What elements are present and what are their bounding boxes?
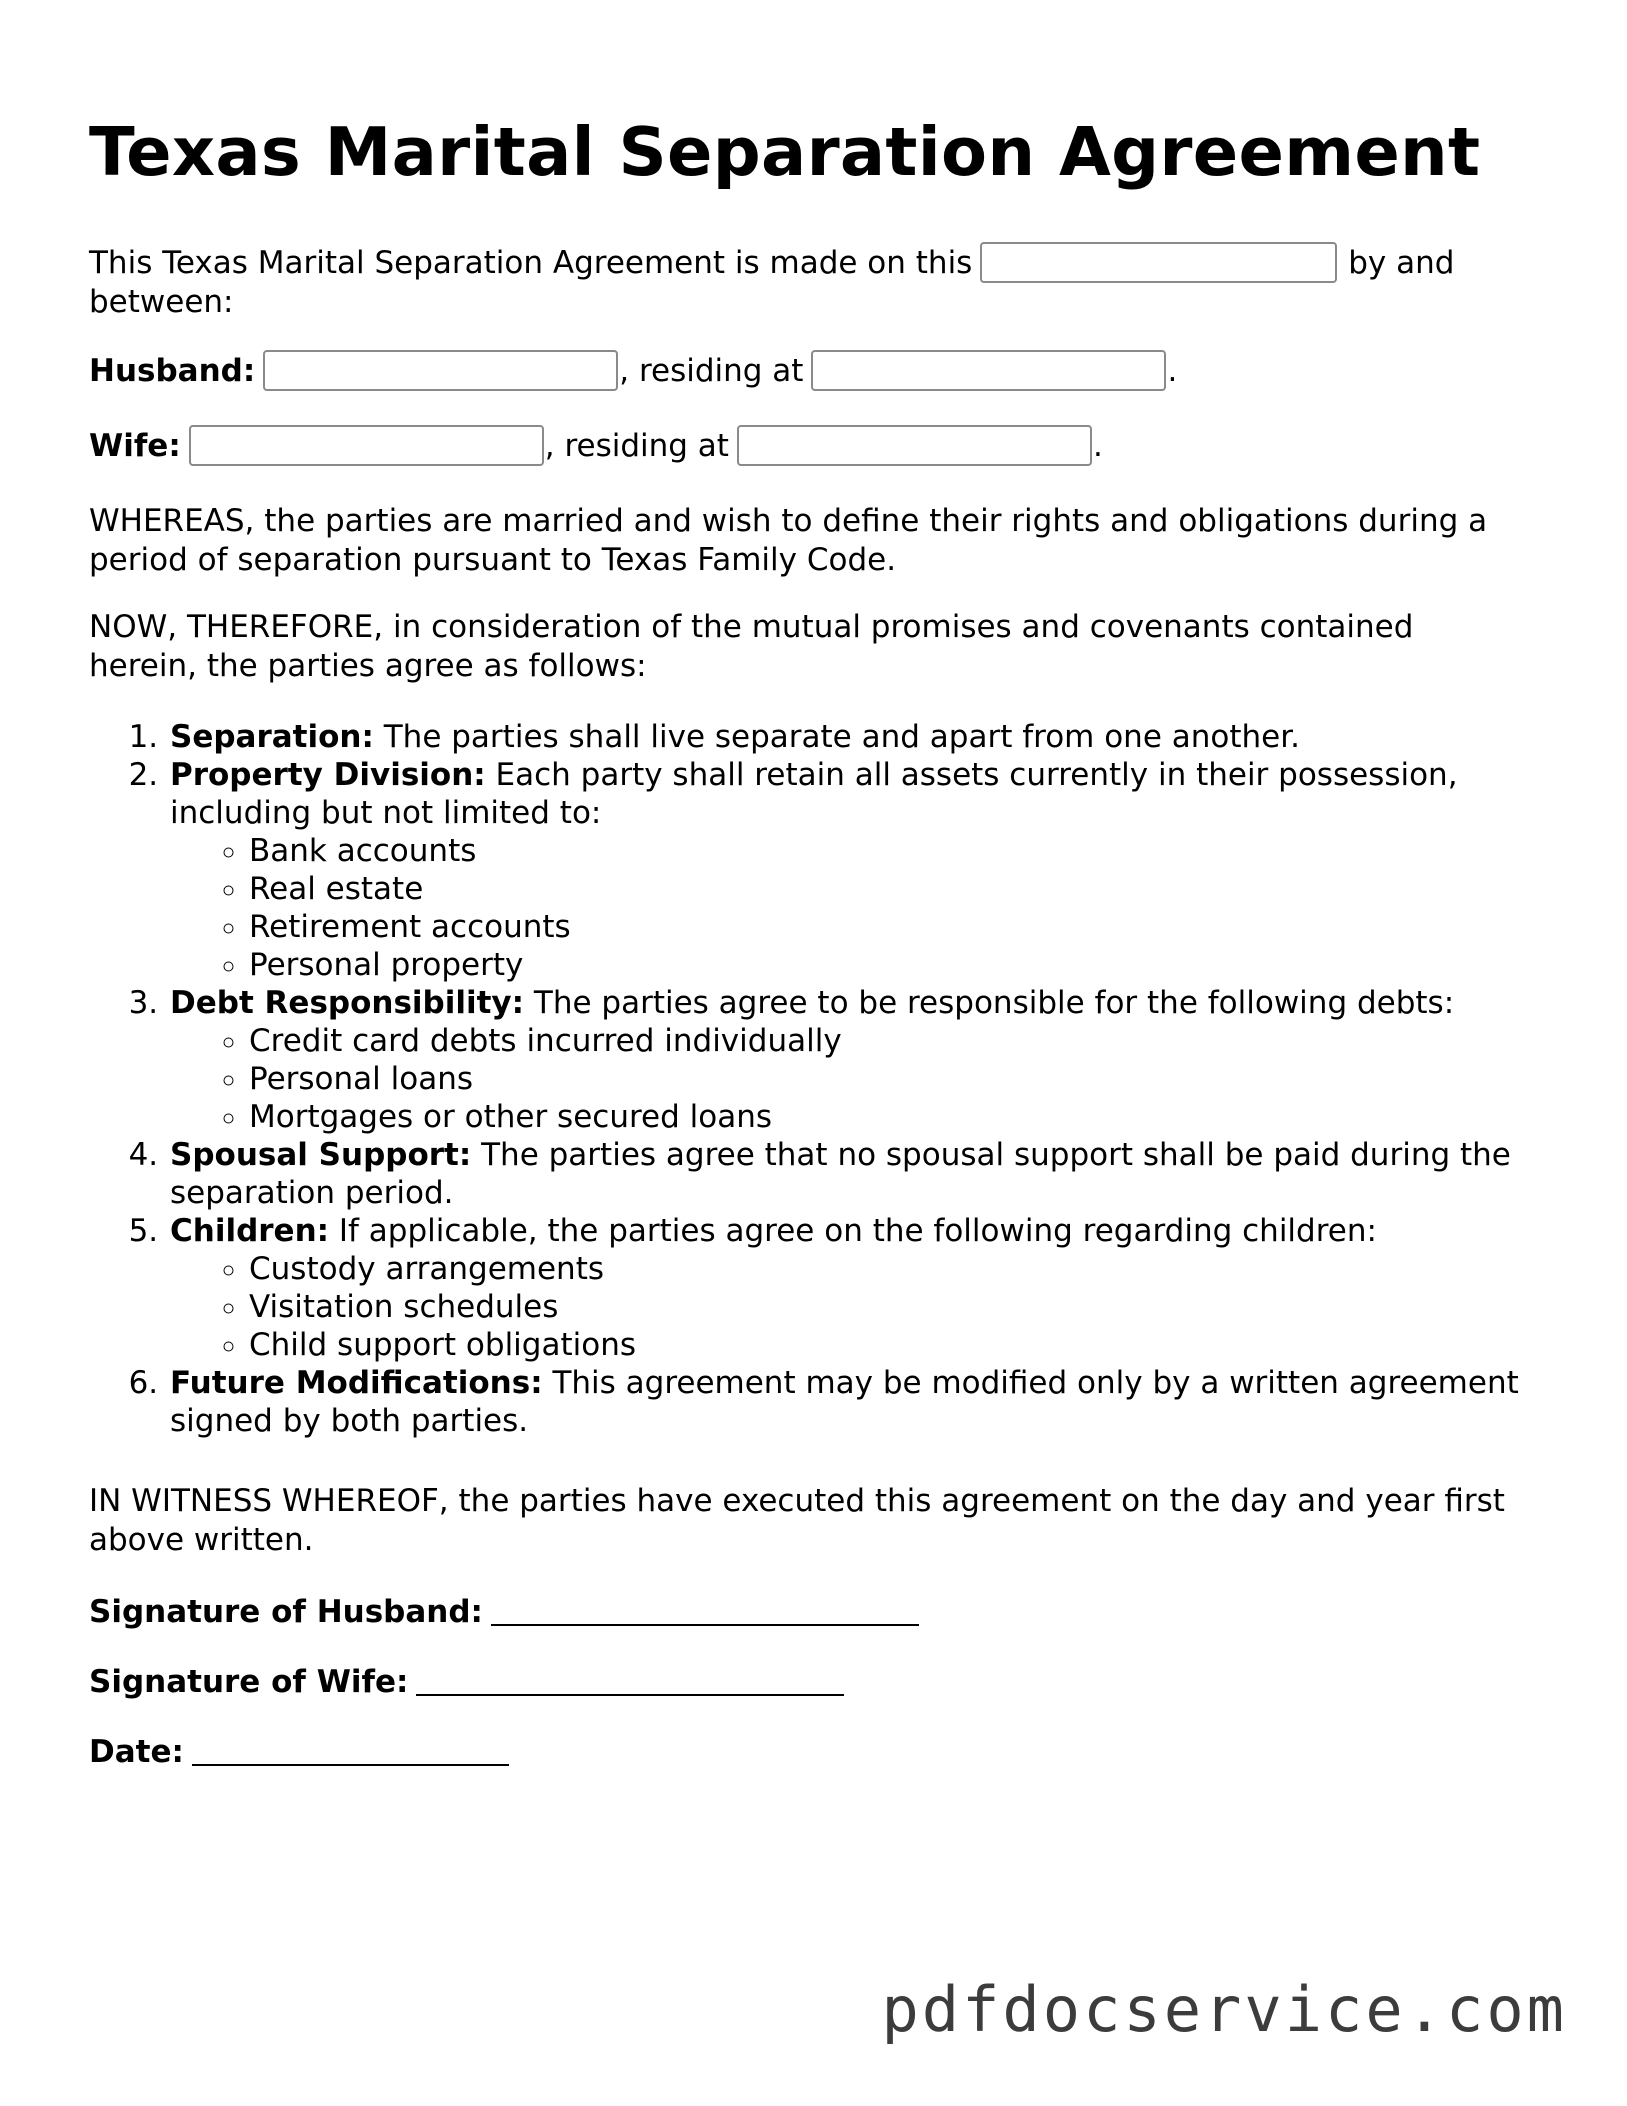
wife-label: Wife: xyxy=(89,428,181,464)
date-signature-line xyxy=(89,1732,1529,1772)
list-item: ◦ Mortgages or other secured loans xyxy=(249,1098,1529,1136)
husband-residing-text: , residing at xyxy=(619,353,804,389)
list-item: ◦ Personal property xyxy=(249,946,1529,984)
debt-items-list xyxy=(170,1022,1529,1136)
wife-signature-label: Signature of Wife: xyxy=(89,1664,409,1700)
clause-property-division xyxy=(168,756,1529,984)
clause-heading: Spousal Support: xyxy=(170,1137,472,1173)
clause-text: Each party shall retain all assets currently in their possession, including but not limited to: xyxy=(170,757,1458,831)
intro-text-before: This Texas Marital Separation Agreement is made on this xyxy=(89,245,973,281)
list-item: ◦ Child support obligations xyxy=(249,1326,1529,1364)
husband-line-end: . xyxy=(1167,353,1178,389)
list-item: ◦ Retirement accounts xyxy=(249,908,1529,946)
husband-signature-label: Signature of Husband: xyxy=(89,1594,483,1630)
agreement-date-field[interactable] xyxy=(980,242,1337,283)
husband-signature-blank[interactable] xyxy=(491,1594,919,1626)
document-page xyxy=(89,108,1529,1802)
wife-name-field[interactable] xyxy=(189,425,544,466)
wife-signature-blank[interactable] xyxy=(416,1664,844,1696)
wife-address-field[interactable] xyxy=(737,425,1092,466)
list-item: ◦ Custody arrangements xyxy=(249,1250,1529,1288)
husband-address-field[interactable] xyxy=(811,350,1166,391)
wife-line xyxy=(89,425,1529,466)
clause-future-modifications xyxy=(168,1364,1529,1440)
clause-heading: Property Division: xyxy=(170,757,486,793)
clauses-list xyxy=(89,718,1529,1440)
date-blank[interactable] xyxy=(192,1734,509,1766)
intro-paragraph xyxy=(89,242,1529,322)
clause-spousal-support xyxy=(168,1136,1529,1212)
intro-text-after: by and between: xyxy=(89,245,1455,320)
list-item: ◦ Visitation schedules xyxy=(249,1288,1529,1326)
list-item: ◦ Bank accounts xyxy=(249,832,1529,870)
clause-heading: Debt Responsibility: xyxy=(170,985,525,1021)
husband-signature-line xyxy=(89,1592,1529,1632)
clause-text: The parties agree that no spousal support shall be paid during the separation period. xyxy=(170,1137,1511,1211)
wife-residing-text: , residing at xyxy=(544,428,729,464)
clause-separation xyxy=(168,718,1529,756)
husband-label: Husband: xyxy=(89,353,256,389)
clause-heading: Separation: xyxy=(170,719,374,755)
list-item: ◦ Credit card debts incurred individually xyxy=(249,1022,1529,1060)
list-item: ◦ Personal loans xyxy=(249,1060,1529,1098)
wife-line-end: . xyxy=(1092,428,1103,464)
clause-debt-responsibility xyxy=(168,984,1529,1136)
clause-heading: Future Modifications: xyxy=(170,1365,543,1401)
husband-name-field[interactable] xyxy=(263,350,618,391)
clause-text: The parties agree to be responsible for the following debts: xyxy=(524,985,1455,1021)
document-title: Texas Marital Separation Agreement xyxy=(89,113,1481,191)
clause-children xyxy=(168,1212,1529,1364)
children-items-list xyxy=(170,1250,1529,1364)
clause-heading: Children: xyxy=(170,1213,330,1249)
now-therefore-paragraph: NOW, THEREFORE, in consideration of the mutual promises and covenants contained herein, the parties agree as follows: xyxy=(89,609,1414,684)
witness-paragraph: IN WITNESS WHEREOF, the parties have executed this agreement on the day and year first above written. xyxy=(89,1483,1505,1558)
husband-line xyxy=(89,350,1529,391)
list-item: ◦ Real estate xyxy=(249,870,1529,908)
whereas-paragraph: WHEREAS, the parties are married and wish to define their rights and obligations during a period of separation pursuant to Texas Family Code. xyxy=(89,503,1488,578)
property-items-list xyxy=(170,832,1529,984)
wife-signature-line xyxy=(89,1662,1529,1702)
clause-text: This agreement may be modified only by a written agreement signed by both parties. xyxy=(170,1365,1519,1439)
watermark: pdfdocservice.com xyxy=(881,1973,1567,2046)
clause-text: The parties shall live separate and apart from one another. xyxy=(373,719,1300,755)
clause-text: If applicable, the parties agree on the following regarding children: xyxy=(329,1213,1377,1249)
date-label: Date: xyxy=(89,1734,184,1770)
